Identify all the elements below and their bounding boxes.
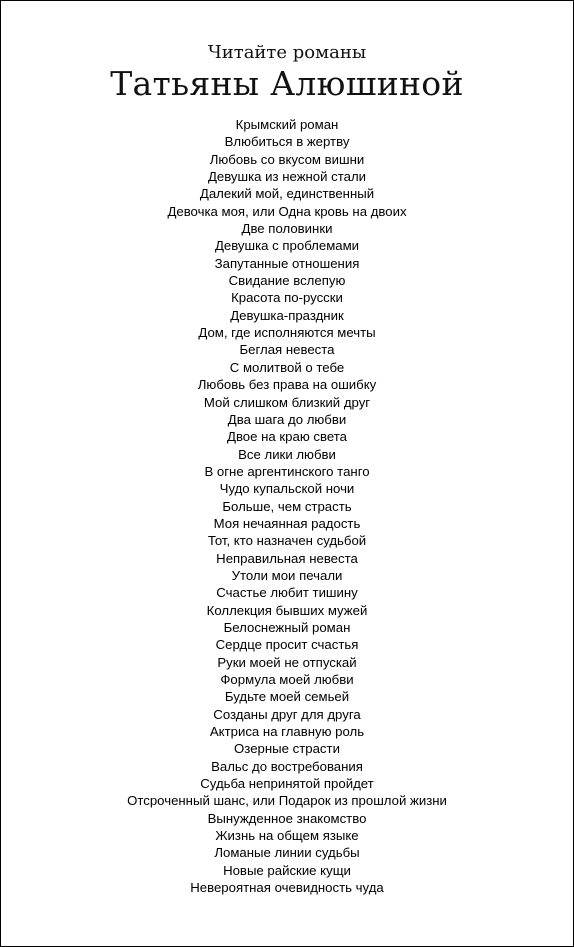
- book-list: [1, 116, 573, 896]
- book-title: Беглая невеста: [239, 342, 335, 358]
- book-title: Формула моей любви: [220, 672, 354, 687]
- book-title: Больше, чем страсть: [222, 498, 352, 514]
- book-title: Девушка-праздник: [230, 307, 344, 323]
- book-title: Моя нечаянная радость: [213, 515, 361, 531]
- book-title: Крымский роман: [235, 117, 339, 132]
- book-title: Судьба непринятой пройдет: [200, 776, 374, 792]
- book-title: Девочка моя, или Одна кровь на двоих: [167, 203, 407, 219]
- book-title: Руки моей не отпускай: [217, 654, 357, 670]
- book-title: Все лики любви: [238, 446, 336, 462]
- book-title: Две половинки: [241, 221, 333, 237]
- book-title: Любовь без права на ошибку: [197, 377, 377, 393]
- book-title: Дом, где исполняются мечты: [198, 325, 376, 341]
- book-title: Счастье любит тишину: [216, 585, 358, 601]
- book-title: Вынужденное знакомство: [207, 810, 367, 826]
- book-title: Невероятная очевидность чуда: [190, 880, 384, 896]
- book-title: Новые райские кущи: [223, 862, 351, 878]
- book-title: Ломаные линии судьбы: [214, 845, 360, 861]
- book-title: Сердце просит счастья: [215, 637, 359, 653]
- book-title: Белоснежный роман: [223, 619, 351, 635]
- book-title: Вальс до востребования: [211, 758, 363, 774]
- book-title: Неправильная невеста: [216, 550, 358, 566]
- book-title: Влюбиться в жертву: [224, 134, 350, 150]
- book-title: Будьте моей семьей: [224, 689, 350, 705]
- book-title: Девушка с проблемами: [214, 238, 360, 254]
- book-title: Два шага до любви: [227, 411, 347, 427]
- book-title: Любовь со вкусом вишни: [209, 151, 365, 167]
- book-title: Свидание вслепую: [228, 273, 346, 289]
- book-title: В огне аргентинского танго: [204, 463, 370, 479]
- page-subtitle: Читайте романы: [207, 42, 367, 63]
- book-title: Отсроченный шанс, или Подарок из прошлой жизни: [127, 793, 447, 809]
- book-title: Созданы друг для друга: [213, 706, 361, 722]
- book-title: Тот, кто назначен судьбой: [207, 533, 367, 549]
- book-title: С молитвой о тебе: [229, 359, 345, 375]
- book-title: Чудо купальской ночи: [219, 481, 355, 497]
- book-title: Мой слишком близкий друг: [203, 394, 371, 410]
- book-title: Запутанные отношения: [214, 255, 360, 271]
- book-title: Жизнь на общем языке: [215, 828, 359, 844]
- book-title: Красота по-русски: [231, 290, 343, 306]
- book-title: Озерные страсти: [234, 741, 340, 757]
- author-title: Татьяны Алюшиной: [110, 64, 464, 103]
- book-title: Коллекция бывших мужей: [206, 602, 368, 618]
- book-title: Девушка из нежной стали: [207, 169, 367, 185]
- book-title: Далекий мой, единственный: [199, 186, 375, 202]
- book-title: Актриса на главную роль: [209, 724, 365, 740]
- book-title: Двое на краю света: [227, 429, 347, 445]
- book-title: Утоли мои печали: [231, 567, 343, 583]
